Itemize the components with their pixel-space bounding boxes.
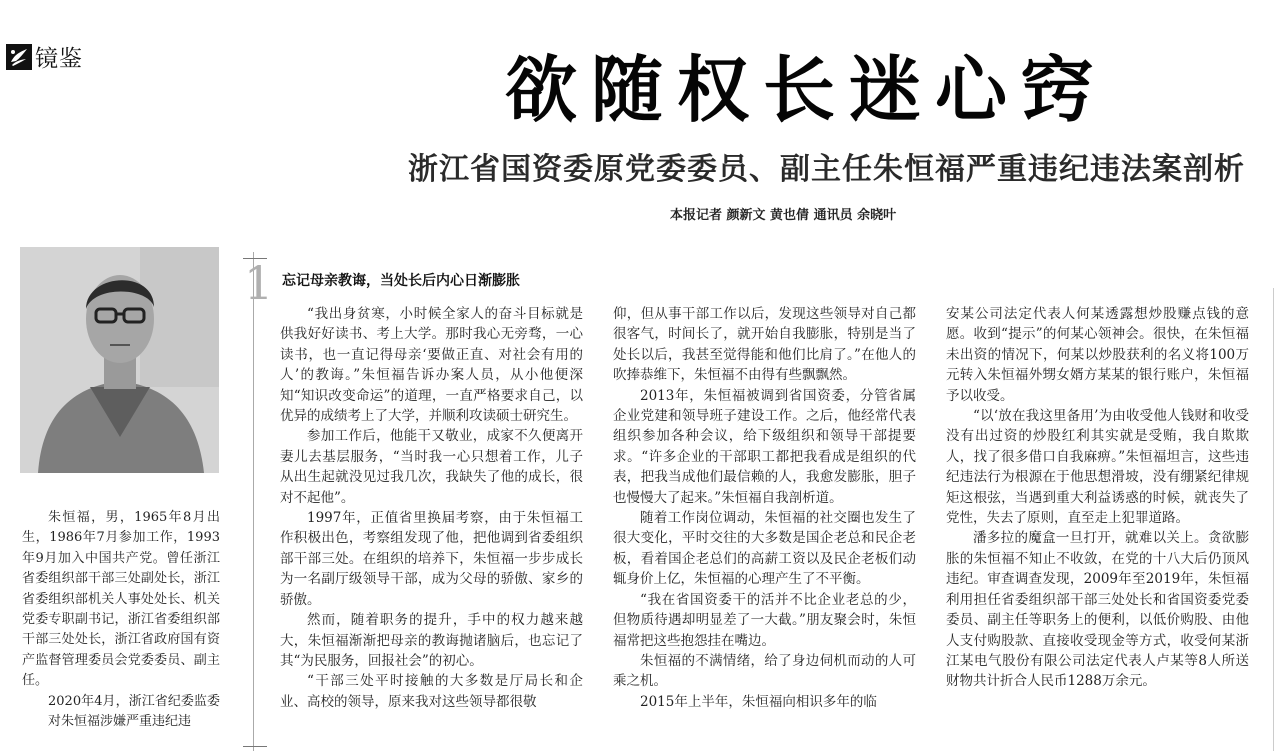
paragraph: 1997年，正值省里换届考察，由于朱恒福工作积极出色，考察组发现了他，把他调到省委组织部干部三处。在组织的培养下，朱恒福一步步成长为一名副厅级领导干部，成为父母的骄傲、家乡的骄傲。 xyxy=(280,510,583,608)
paragraph: “我在省国资委干的活并不比企业老总的少，但物质待遇却明显差了一大截。”朋友聚会时，朱恒福常把这些抱怨挂在嘴边。 xyxy=(613,591,916,649)
portrait-photo xyxy=(20,247,219,473)
section-number: 1 xyxy=(244,256,274,310)
ink-brush-logo-icon xyxy=(6,44,32,70)
paragraph: “我出身贫寒，小时候全家人的奋斗目标就是供我好好读书、考上大学。那时我心无旁骛，一心读书，也一直记得母亲‘要做正直、对社会有用的人’的教诲。”朱恒福告诉办案人员，从小他便深知“知识改变命运”的道理，一直严格要求自己，以优异的成绩考上了大学，并顺利攻读硕士研究生。 xyxy=(280,306,583,425)
paragraph: 朱恒福的不满情绪，给了身边伺机而动的人可乘之机。 xyxy=(613,652,916,690)
bio-continuation: 2020年4月，浙江省纪委监委对朱恒福涉嫌严重违纪违 xyxy=(48,693,220,730)
paragraph: 然而，随着职务的提升，手中的权力越来越大，朱恒福渐渐把母亲的教诲抛诸脑后，也忘记了其“为民服务，回报社会”的初心。 xyxy=(280,612,583,669)
paragraph-continued: 仰，但从事干部工作以后，发现这些领导对自己都很客气，时间长了，就开始自我膨胀，特别是当了处长以后，我甚至觉得能和他们比肩了。”在他人的吹捧恭维下，朱恒福不由得有些飘飘然。 xyxy=(613,306,916,384)
subheadline: 浙江省国资委原党委委员、副主任朱恒福严重违纪违法案剖析 xyxy=(408,152,1245,187)
paragraph: 2013年，朱恒福被调到省国资委，分管省属企业党建和领导班子建设工作。之后，他经常代表组织参加各种会议，给下级组织和领导干部提要求。“许多企业的干部职工都把我看成是组织的代表，把我当成他们最信赖的人，我愈发膨胀，胆子也慢慢大了起来。”朱恒福自我剖析道。 xyxy=(613,387,916,506)
page-edge-rule xyxy=(1273,288,1274,751)
paragraph: “干部三处平时接触的大多数是厅局长和企业、高校的领导，原来我对这些领导都很敬 xyxy=(280,673,583,710)
paragraph: 2015年上半年，朱恒福向相识多年的临 xyxy=(640,693,877,710)
section-divider-rule xyxy=(253,252,254,751)
article-column-1 xyxy=(280,304,583,712)
paragraph: 潘多拉的魔盒一旦打开，就难以关上。贪欲膨胀的朱恒福不知止不收敛，在党的十八大后仍顶风违纪。审查调查发现，2009年至2019年，朱恒福利用担任省委组织部干部三处处长和省国资委党委委员、副主任等职务上的便利，以低价购股、由他人支付购股款、直接收受现金等方式，收受何某浙江某电气股份有限公司法定代表人卢某等8人所送财物共计折合人民币1288万余元。 xyxy=(946,530,1249,690)
article-column-2 xyxy=(613,304,916,712)
section-heading: 忘记母亲教诲，当处长后内心日渐膨胀 xyxy=(282,273,520,289)
paragraph-continued: 安某公司法定代表人何某透露想炒股赚点钱的意愿。收到“提示”的何某心领神会。很快，在朱恒福未出资的情况下，何某以炒股获利的名义将100万元转入朱恒福外甥女婿方某某的银行账户，朱恒福予以收受。 xyxy=(946,306,1249,404)
divider-tick-bottom xyxy=(243,746,267,747)
paragraph: 参加工作后，他能干又敬业，成家不久便离开妻儿去基层服务，“当时我一心只想着工作，儿子从出生起就没见过我几次，我缺失了他的成长，很对不起他”。 xyxy=(280,428,583,506)
paragraph: 随着工作岗位调动，朱恒福的社交圈也发生了很大变化，平时交往的大多数是国企老总和民企老板，看着国企老总们的高薪工资以及民企老板们动辄身价上亿，朱恒福的心理产生了不平衡。 xyxy=(613,510,916,588)
section-tag-label: 镜鉴 xyxy=(35,46,83,72)
paragraph: “以‘放在我这里备用’为由收受他人钱财和收受没有出过资的炒股红利其实就是受贿，我自欺欺人，找了很多借口自我麻痹。”朱恒福坦言，这些违纪违法行为根源在于他思想滑坡，没有绷紧纪律规矩这根弦，当遇到重大利益诱惑的时候，就丧失了党性，失去了原则，直至走上犯罪道路。 xyxy=(946,408,1249,527)
section-tag xyxy=(6,40,83,73)
byline: 本报记者 颜新文 黄也倩 通讯员 余晓叶 xyxy=(670,208,897,223)
bio-paragraph: 朱恒福，男，1965年8月出生，1986年7月参加工作，1993年9月加入中国共产党。曾任浙江省委组织部干部三处副处长，浙江省委组织部机关人事处处长、机关党委专职副书记，浙江省委组织部干部三处处长，浙江省政府国有资产监督管理委员会党委委员、副主任。 xyxy=(22,510,220,689)
headline: 欲随权长迷心窍 xyxy=(505,47,1108,132)
bio-text xyxy=(22,508,220,732)
article-column-3 xyxy=(946,304,1249,692)
